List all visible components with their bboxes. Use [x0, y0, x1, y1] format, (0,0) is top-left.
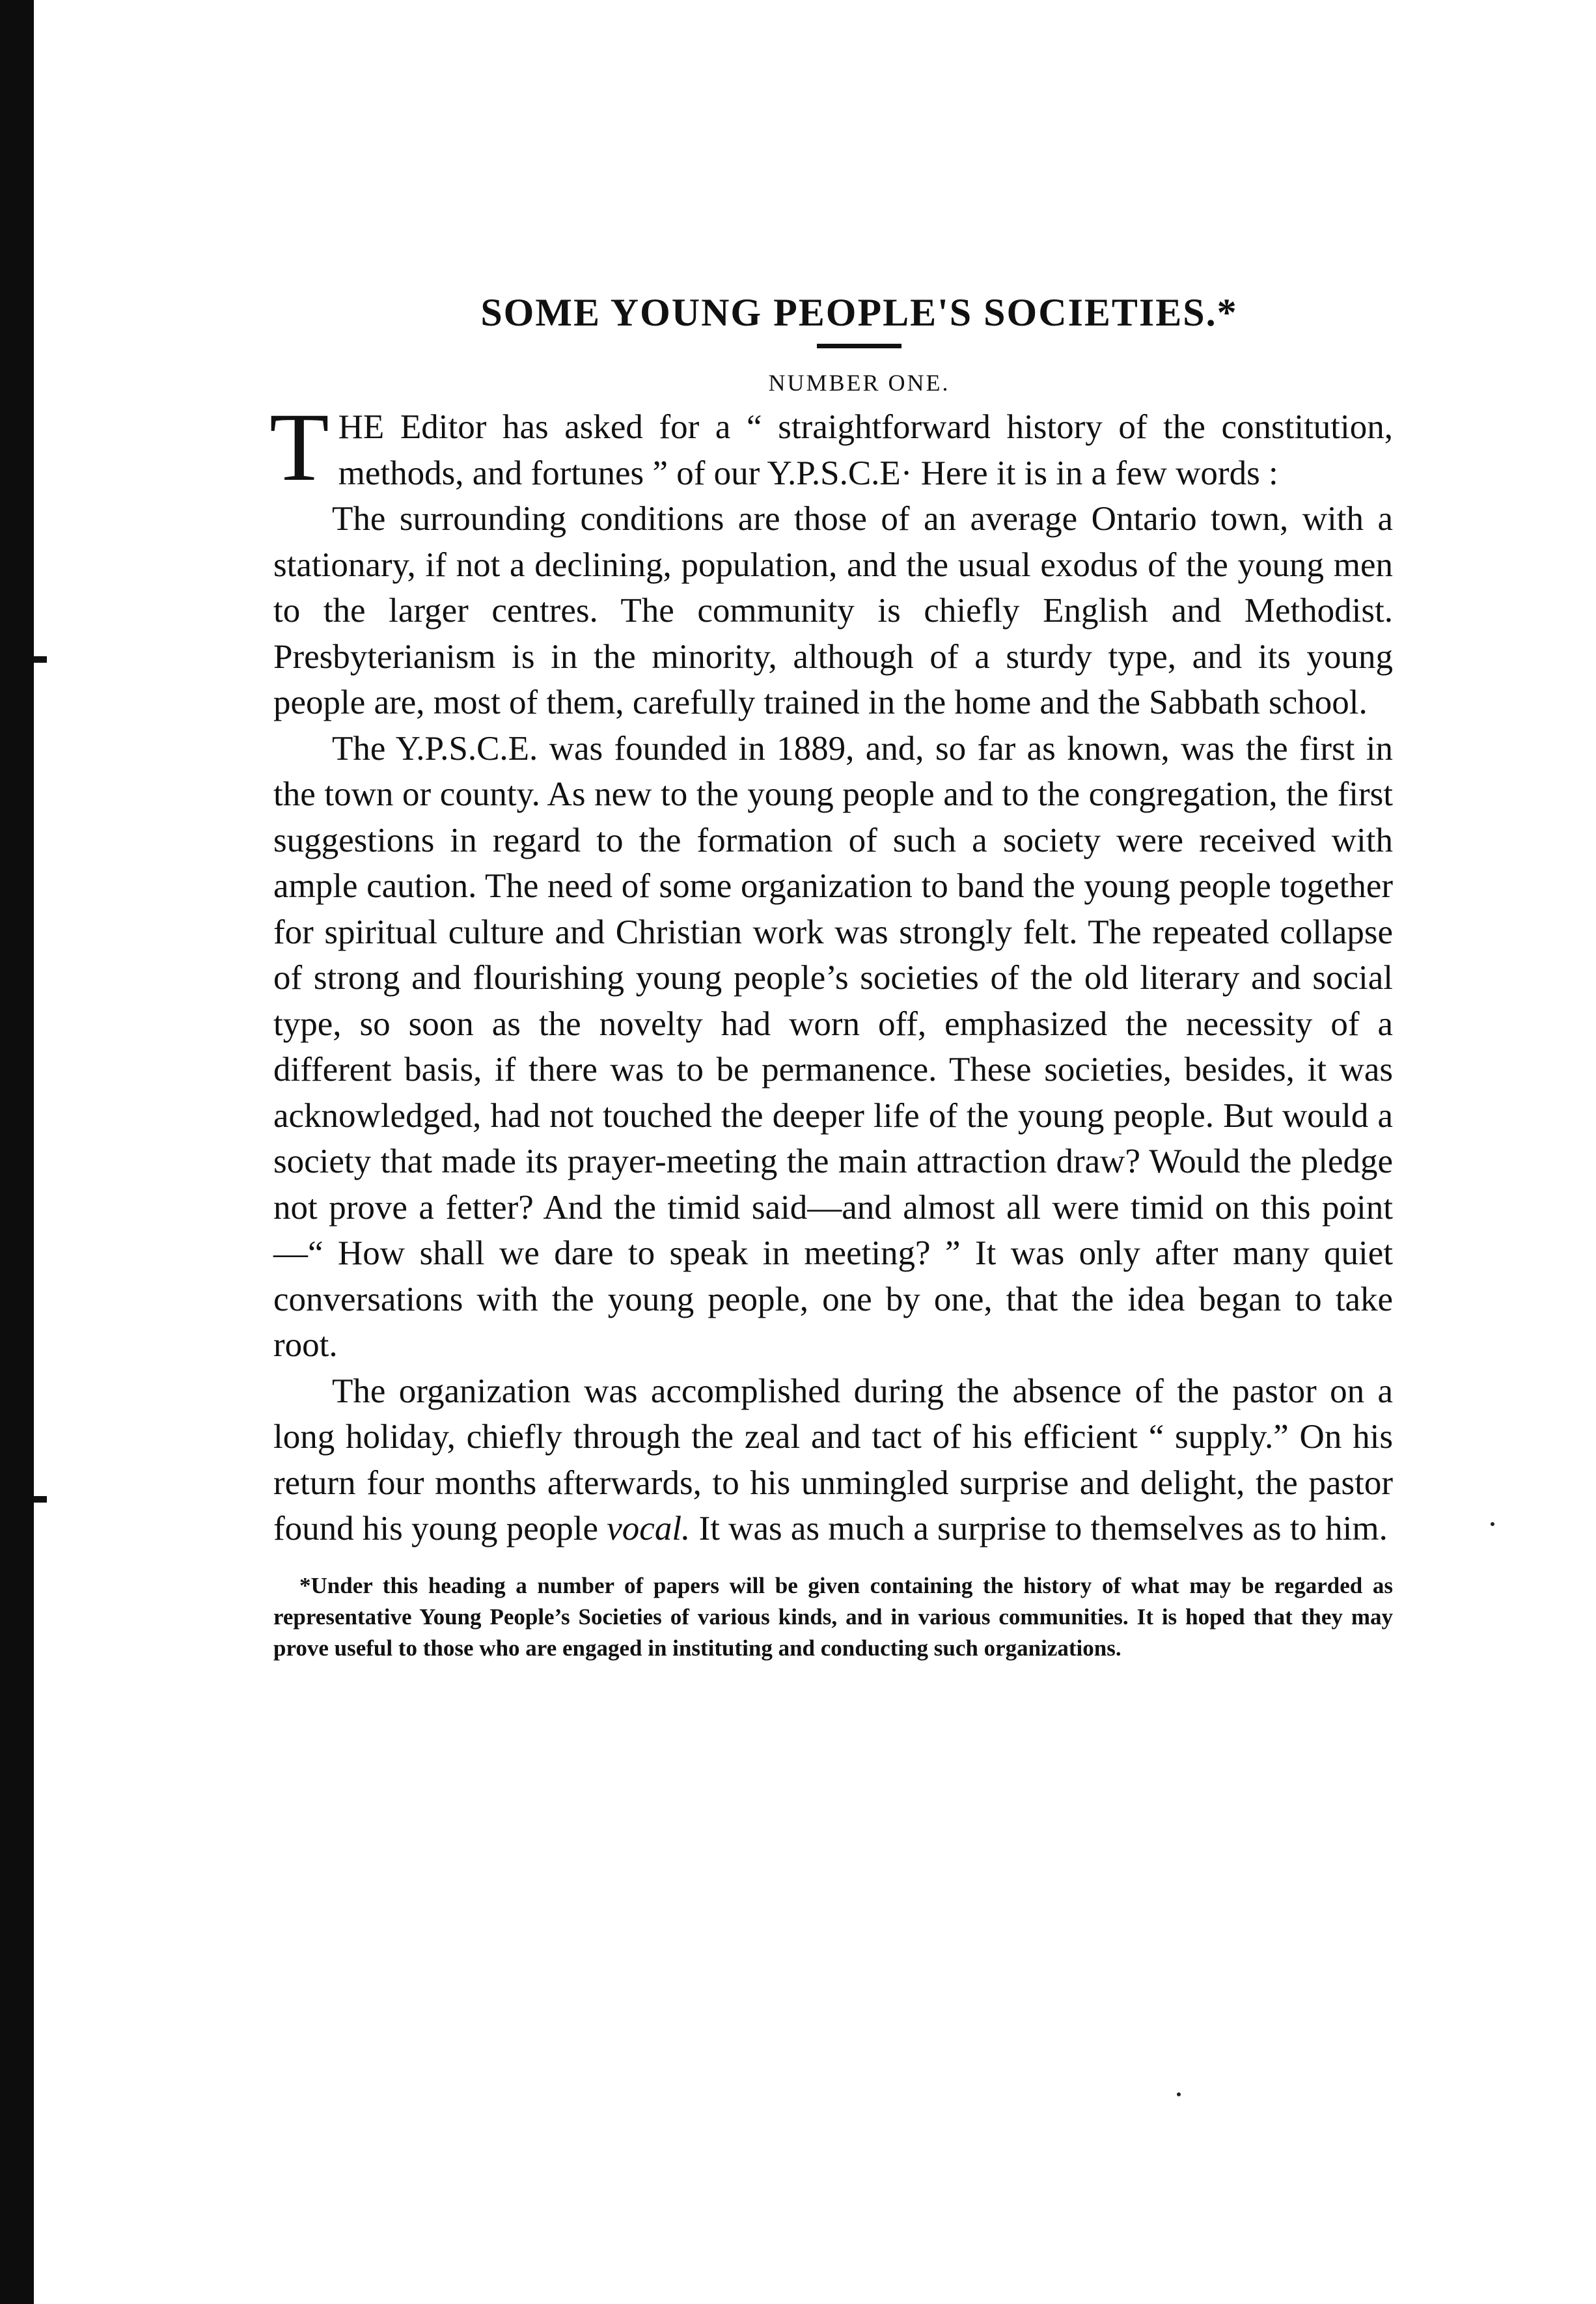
page-content: [269, 286, 1393, 1664]
page-binding-edge: [0, 0, 34, 2304]
paragraph-organization: [273, 1368, 1393, 1552]
paragraph-intro-text: HE Editor has asked for a “ straightforward history of the constitution, methods, and fortunes ” of our Y.P.S.C.E· Here it is in a few words :: [338, 408, 1393, 492]
paragraph-organization-text: The organization was accomplished during the absence of the pastor on a long holiday, chiefly through the zeal and tact of his efficient “ supply.” On his return four months afterwards, to his unmingled surprise and delight, the pastor found his young people: [273, 1372, 1393, 1548]
article-subtitle: NUMBER ONE.: [768, 370, 950, 396]
paragraph-organization-end: It was as much a surprise to themselves as to him.: [690, 1510, 1388, 1548]
footnote: *Under this heading a number of papers will be given containing the history of what may be regarded as representative Young People’s Societies of various kinds, and in various communities. It is hoped that they may prove useful to those who are engaged in instituting and conducting such organizations.: [273, 1572, 1393, 1661]
article-title: SOME YOUNG PEOPLE'S SOCIETIES.*: [480, 291, 1238, 334]
paragraph-founding: The Y.P.S.C.E. was founded in 1889, and, so far as known, was the first in the town or county. As new to the young people and to the congregation, the first suggestions in regard to the formation of such a society were received with ample caution. The need of some organization to band the young people together for spiritual culture and Christian work was strongly felt. The repeated collapse of strong and flourishing young people’s societies of the old literary and social type, so soon as the novelty had worn off, emphasized the necessity of a different basis, if there was to be permanence. These societies, besides, it was acknowledged, had not touched the deeper life of the young people. But would a society that made its prayer-meeting the main attraction draw? Would the pledge not prove a fetter? And the timid said—and almost all were timid on this point—“ How shall we dare to speak in meeting? ” It was only after many quiet conversations with the young people, one by one, that the idea began to take root.: [273, 729, 1393, 1364]
binding-mark: [34, 1496, 47, 1503]
paragraph-conditions: The surrounding conditions are those of an average Ontario town, with a stationary, if not a declining, population, and the usual exodus of the young men to the larger centres. The community is chiefly English and Methodist. Presbyterianism is in the minority, although of a sturdy type, and its young people are, most of them, carefully trained in the home and the Sabbath school.: [273, 500, 1393, 721]
italic-word: vocal.: [607, 1510, 691, 1548]
paragraph-intro: [269, 393, 1393, 501]
binding-mark: [34, 656, 47, 663]
article-body: [269, 393, 1393, 1552]
dropcap-letter: T: [269, 393, 329, 501]
title-rule: [817, 344, 901, 348]
speck-mark: [1177, 2092, 1181, 2096]
speck-mark: [1491, 1522, 1494, 1526]
